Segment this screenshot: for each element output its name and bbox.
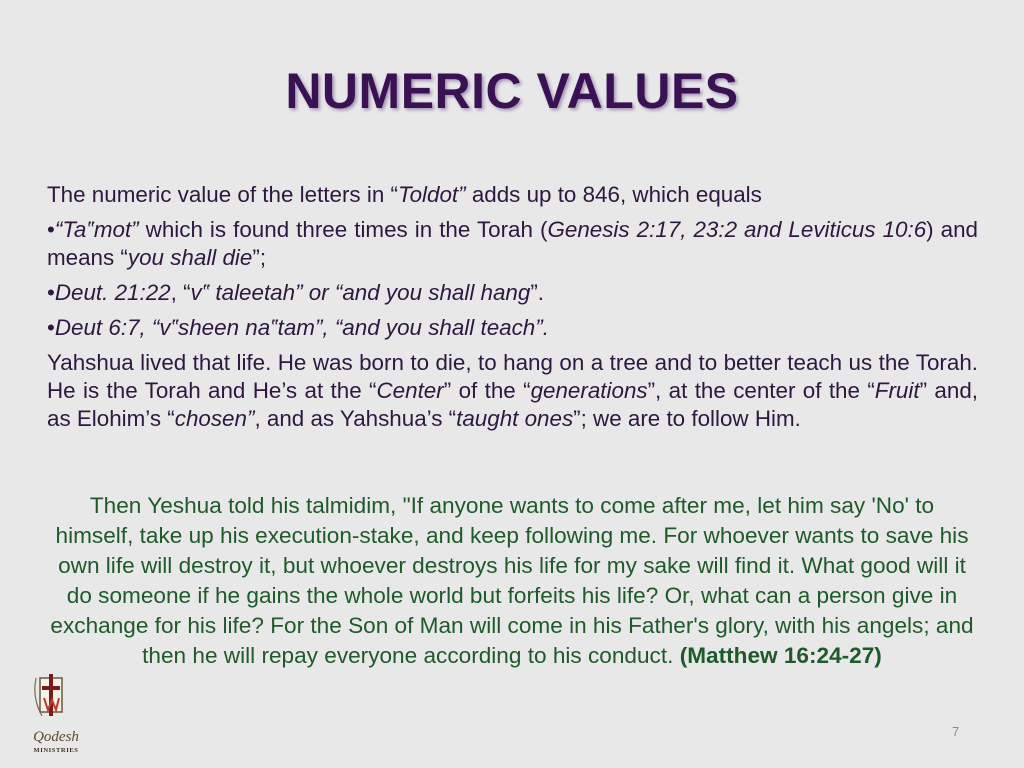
slide-title: NUMERIC VALUES: [285, 63, 739, 119]
bullet-text: Genesis 2:17, 23:2 and Leviticus 10:6: [547, 217, 927, 242]
bullet-text: you shall die: [127, 245, 253, 270]
intro-text-3: adds up to 846, which equals: [465, 182, 762, 207]
para-text: ” and, as Elohim’s “: [47, 378, 979, 431]
closing-paragraph: [47, 349, 978, 433]
logo-name: Qodesh: [33, 729, 79, 745]
para-text: Yahshua lived that life. He was born to die, to hang on a tree and to better teach us the Torah. He is the Torah and He’s at the “: [47, 350, 978, 403]
para-text: Center: [376, 378, 444, 403]
bullet-text: Deut 6:7, “v‟sheen na‟tam”, “and you shall teach”.: [54, 315, 549, 340]
para-text: ”; we are to follow Him.: [573, 406, 801, 431]
logo-cross-vertical: [49, 674, 53, 716]
bullet-item-tamot: [47, 216, 978, 272]
para-text: , and as Yahshua’s “: [254, 406, 457, 431]
para-text: taught ones: [456, 406, 574, 431]
intro-paragraph: [47, 181, 978, 209]
slide-body: [47, 181, 978, 433]
bullet-text: ”;: [252, 245, 267, 270]
quote-reference: (Matthew 16:24-27): [679, 643, 882, 668]
logo-cross-horizontal: [42, 686, 60, 690]
bullet-dot: •: [47, 217, 55, 242]
bullet-dot: •: [47, 315, 55, 340]
para-text: ” of the “: [443, 378, 531, 403]
quote-text: Then Yeshua told his talmidim, "If anyone wants to come after me, let him say 'No' to himself, take up his execution-stake, and keep following me. For whoever wants to save his own life will destroy it, but whoever destroys his life for my sake will find it. What good will it do someone if he gains the whole world but forfeits his life? Or, what can a person give in exchange for his life? For the Son of Man will come in his Father's glory, with his angels; and then he will repay everyone according to his conduct.: [50, 493, 974, 668]
bullet-text: Ta‟mot”: [62, 217, 139, 242]
bullet-text: “: [54, 217, 63, 242]
page-number: 7: [952, 724, 960, 739]
intro-text-2: Toldot”: [397, 182, 466, 207]
para-text: Fruit: [874, 378, 920, 403]
para-text: chosen”: [174, 406, 255, 431]
logo-subtitle: MINISTRIES: [33, 747, 79, 754]
bullet-text: which is found three times in the Torah (: [138, 217, 548, 242]
intro-text-1: The numeric value of the letters in “: [47, 182, 398, 207]
bullet-text: , “: [170, 280, 191, 305]
bullet-text: v‟ taleetah” or “and you shall hang: [190, 280, 531, 305]
para-text: generations: [530, 378, 648, 403]
para-text: ”, at the center of the “: [647, 378, 875, 403]
bullet-text: ”.: [530, 280, 545, 305]
bullet-dot: •: [47, 280, 55, 305]
bullet-text: ) and means “: [47, 217, 978, 270]
scripture-quote: [50, 491, 974, 671]
bullet-text: Deut. 21:22: [54, 280, 171, 305]
bullet-item-deut-6: [47, 314, 978, 342]
bullet-item-deut-21: [47, 279, 978, 307]
